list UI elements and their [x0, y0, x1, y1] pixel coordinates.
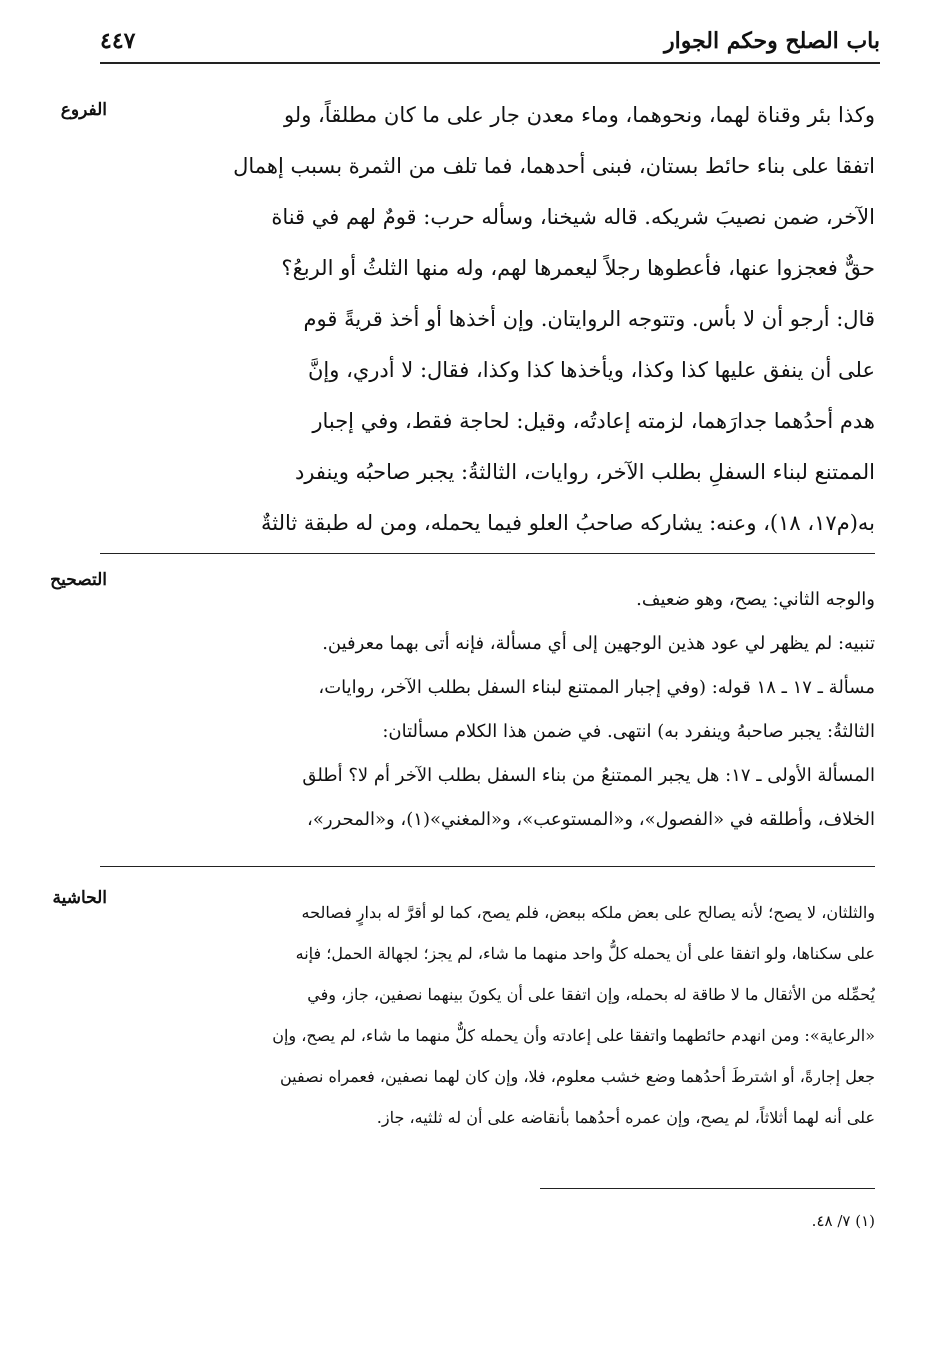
- correction-text-line: المسألة الأولى ـ ١٧: هل يجبر الممتنعُ من بناء السفل بطلب الآخر أم لا؟ أطلق: [302, 765, 875, 786]
- gloss-text-line: على سكناها، ولو اتفقا على أن يحمله كلُّ واحد منهما ما شاء، لم يجز؛ لجهالة الحمل؛ فإنه: [295, 944, 875, 963]
- gloss-text-line: والثلثان، لا يصح؛ لأنه يصالح على بعض ملكه ببعض، فلم يصح، كما لو أقرَّ له بدارٍ فصالحه: [301, 903, 875, 922]
- correction-text-line: الثالثةُ: يجبر صاحبهُ وينفرد به) انتهى. في ضمن هذا الكلام مسألتان:: [382, 721, 875, 742]
- correction-text-line: مسألة ـ ١٧ ـ ١٨ قوله: (وفي إجبار الممتنع لبناء السفل بطلب الآخر، روايات،: [318, 677, 875, 698]
- main-text-line: حقٌّ فعجزوا عنها، فأعطوها رجلاً ليعمرها لهم، وله منها الثلثُ أو الربعُ؟: [281, 256, 875, 280]
- correction-text-line: والوجه الثاني: يصح، وهو ضعيف.: [636, 589, 875, 610]
- gloss-text-line: جعل إجارةً، أو اشترطَ أحدُهما وضع خشب معلوم، فلا، وإن كان لهما نصفين، فعمراه نصفين: [279, 1067, 875, 1086]
- main-text-line: قال: أرجو أن لا بأس. وتتوجه الروايتان. وإن أخذها أو أخذ قريةً قوم: [303, 307, 875, 331]
- gloss-text-line: على أنه لهما أثلاثاً، لم يصح، وإن عمره أحدُهما بأنقاضه على أن له ثلثيه، جاز.: [376, 1108, 875, 1127]
- running-title: باب الصلح وحكم الجوار: [663, 28, 880, 54]
- main-text-line: الممتنع لبناء السفلِ بطلب الآخر، روايات، الثالثةُ: يجبر صاحبُه وينفرد: [294, 460, 875, 484]
- page-number: ٤٤٧: [100, 28, 136, 54]
- section-label-furu: الفروع: [60, 100, 107, 120]
- section-divider: [100, 553, 875, 554]
- page-header: [100, 28, 880, 62]
- main-text-line: على أن ينفق عليها كذا وكذا، ويأخذها كذا وكذا، فقال: لا أدري، وإنَّ: [308, 358, 875, 382]
- main-text-line: وكذا بئر وقناة لهما، ونحوهما، وماء معدن جار على ما كان مطلقاً، ولو: [283, 103, 875, 127]
- section-label-tashih: التصحيح: [50, 570, 107, 590]
- correction-text-line: الخلاف، وأطلقه في «الفصول»، و«المستوعب»، و«المغني»(١)، و«المحرر»،: [307, 809, 875, 830]
- main-text-block: [105, 90, 875, 549]
- gloss-text-line: يُحمِّله من الأثقال ما لا طاقة له بحمله، وإن اتفقا على أن يكونَ بينهما نصفين، جاز، وفي: [307, 985, 875, 1004]
- main-text-line: اتفقا على بناء حائط بستان، فبنى أحدهما، فما تلف من الثمرة بسبب إهمال: [233, 154, 875, 178]
- footnote: (١) ٧/ ٤٨.: [811, 1212, 875, 1230]
- header-rule: [100, 62, 880, 64]
- gloss-text-block: [105, 892, 875, 1138]
- footnote-rule: [540, 1188, 875, 1189]
- main-text-line: به(م١٧، ١٨)، وعنه: يشاركه صاحبُ العلو فيما يحمله، ومن له طبقة ثالثةٌ: [261, 511, 875, 535]
- correction-text-line: تنبيه: لم يظهر لي عود هذين الوجهين إلى أي مسألة، فإنه أتى بهما معرفين.: [322, 633, 875, 654]
- main-text-line: الآخر، ضمن نصيبَ شريكه. قاله شيخنا، وسأله حرب: قومٌ لهم في قناة: [271, 205, 875, 229]
- main-text-line: هدم أحدُهما جدارَهما، لزمته إعادتُه، وقيل: لحاجة فقط، وفي إجبار: [312, 409, 875, 433]
- gloss-text-line: «الرعاية»: ومن انهدم حائطهما واتفقا على إعادته وأن يحمله كلٌّ منهما ما شاء، لم يصح، وإن: [272, 1026, 875, 1045]
- correction-text-block: [105, 578, 875, 842]
- section-label-hashiya: الحاشية: [52, 888, 107, 908]
- section-divider: [100, 866, 875, 867]
